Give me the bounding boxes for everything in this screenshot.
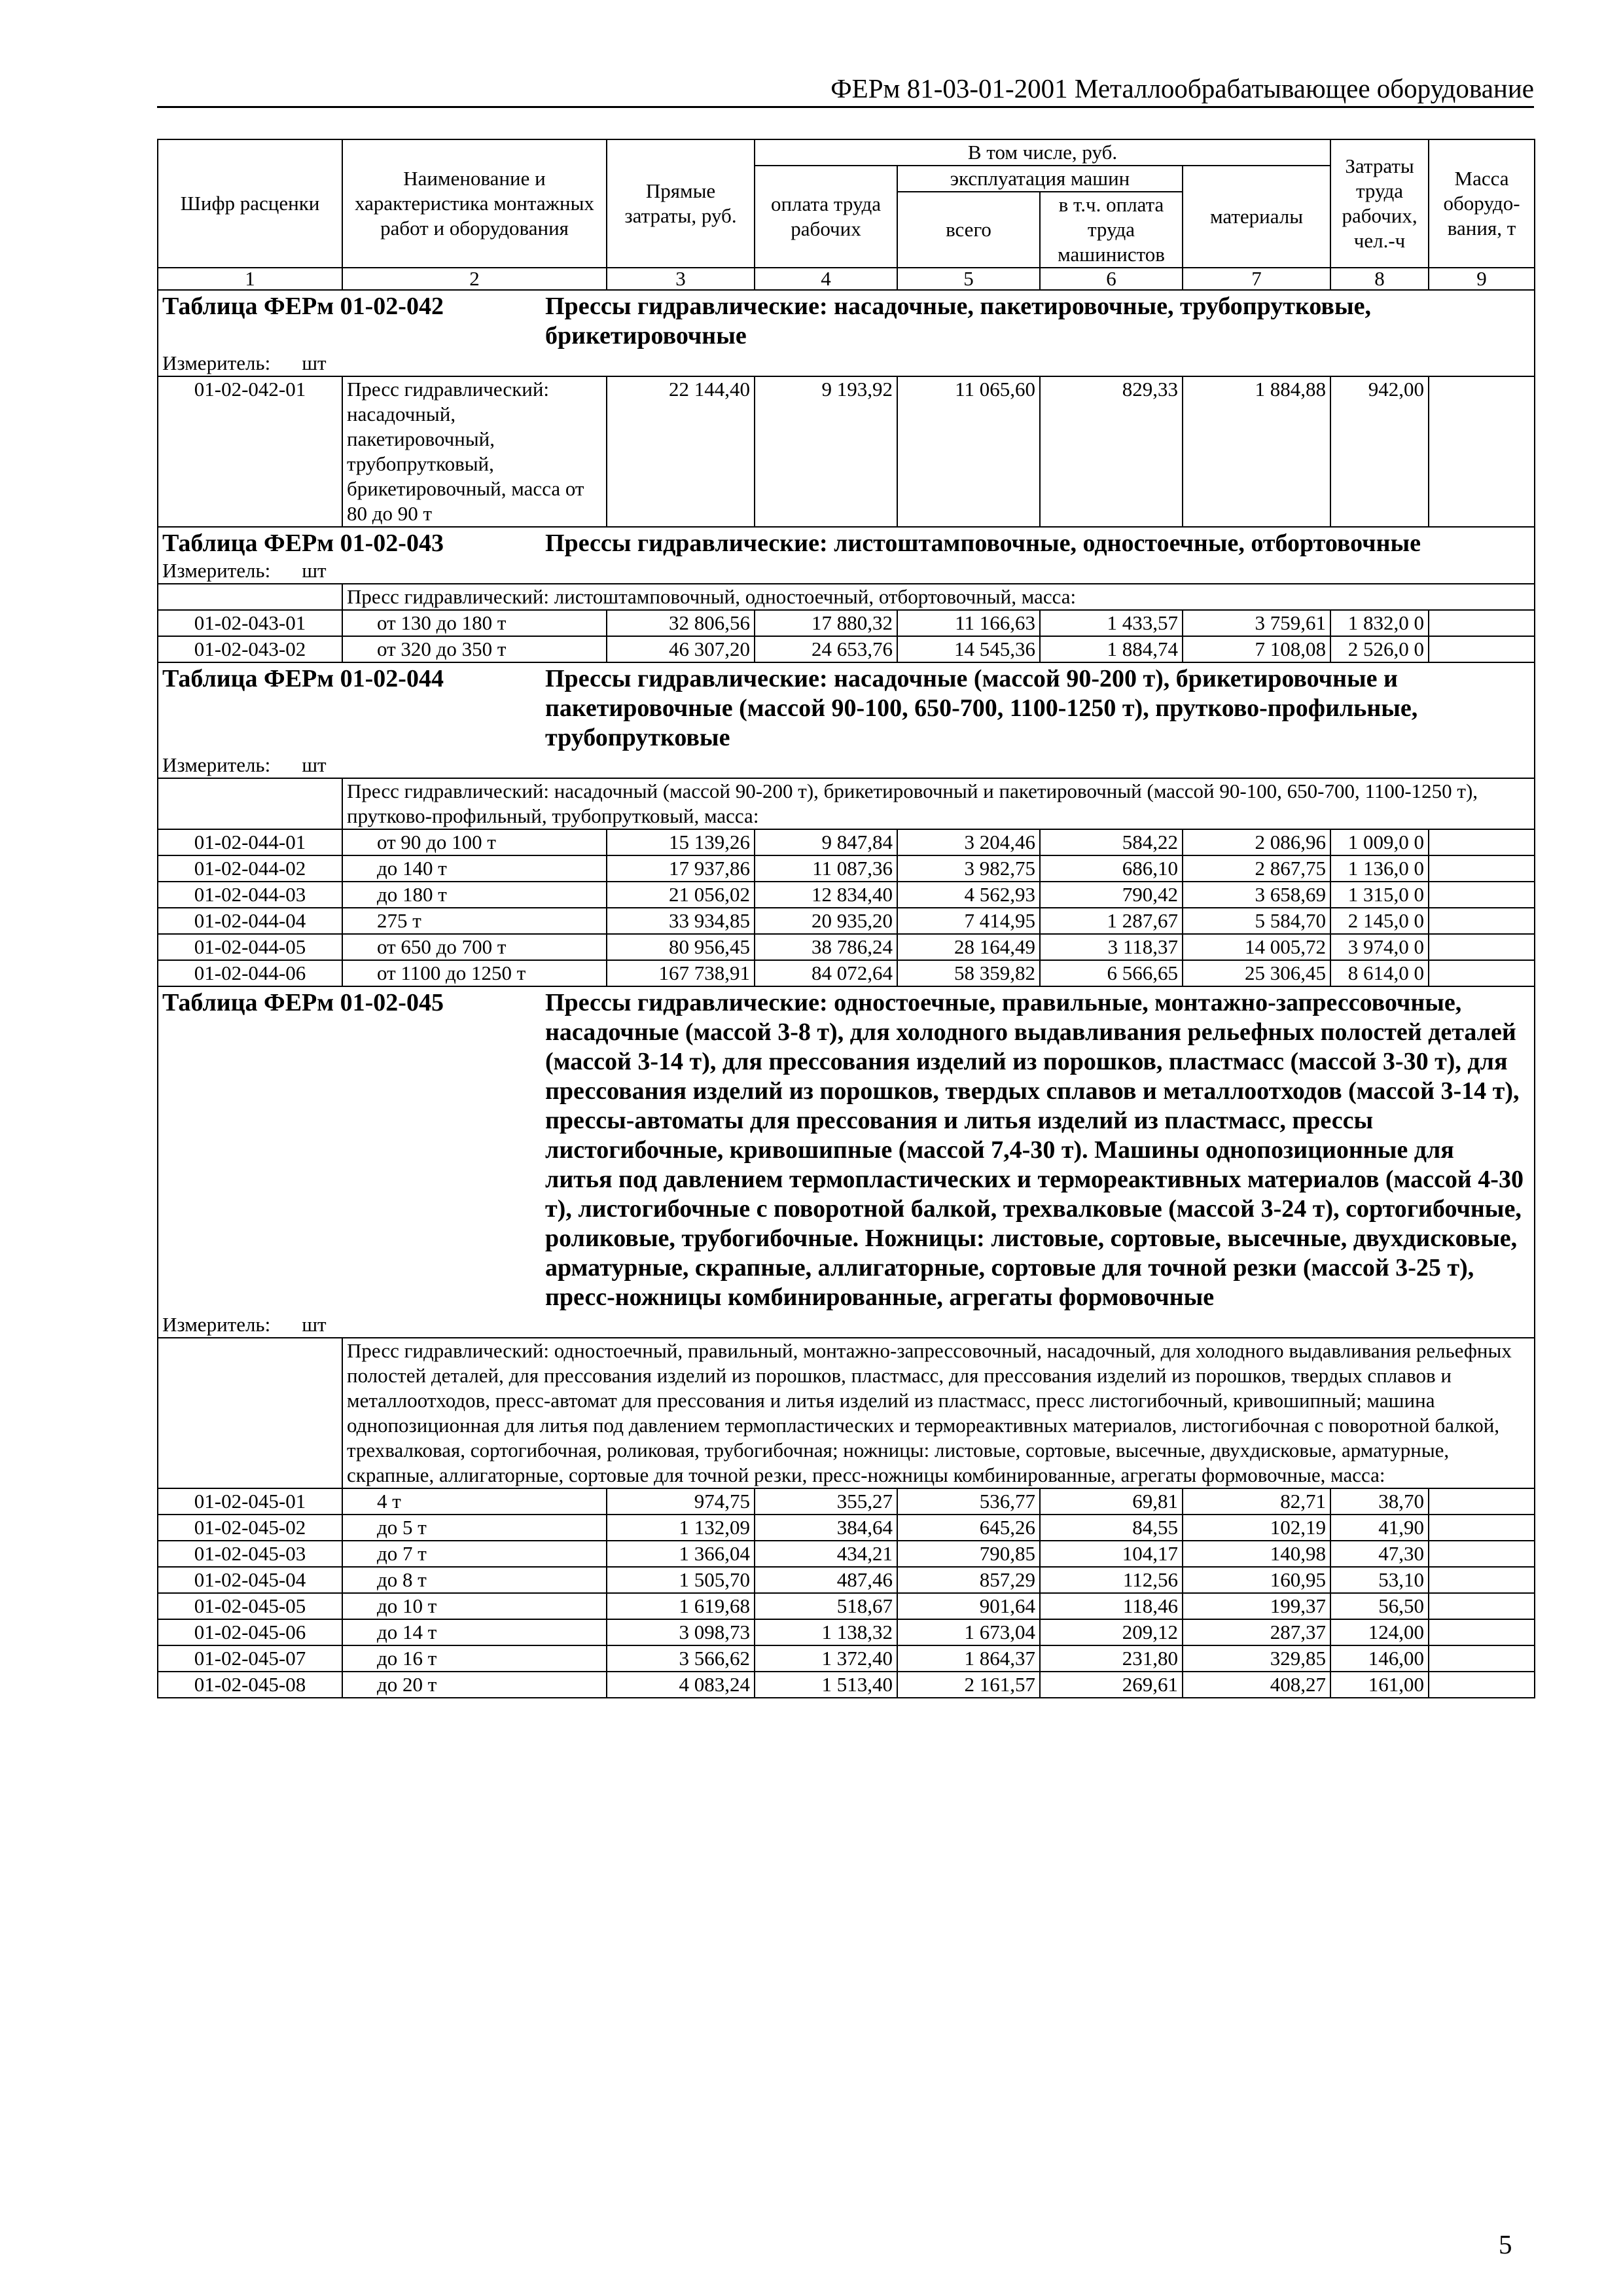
col-number: 7: [1183, 268, 1330, 290]
machinists-pay: 112,56: [1040, 1567, 1183, 1593]
col-number: 1: [158, 268, 342, 290]
rate-code: 01-02-044-05: [158, 934, 342, 960]
machinists-pay: 584,22: [1040, 829, 1183, 855]
col-materials: материалы: [1183, 166, 1330, 268]
work-name: до 20 т: [342, 1672, 607, 1698]
labor-hours: 124,00: [1330, 1619, 1429, 1645]
col-mass: Масса оборудо-вания, т: [1429, 139, 1535, 268]
col-machinists-pay: в т.ч. оплата труда машинистов: [1040, 192, 1183, 268]
col-direct: Прямые затраты, руб.: [607, 139, 755, 268]
direct-cost: 1 505,70: [607, 1567, 755, 1593]
direct-cost: 33 934,85: [607, 908, 755, 934]
rate-code: 01-02-045-07: [158, 1645, 342, 1672]
section-heading: [162, 291, 1530, 351]
section-table-number: Таблица ФЕРм 01-02-044: [162, 665, 444, 692]
table-row: [158, 882, 1535, 908]
table-row: [158, 1515, 1535, 1541]
labor-pay: 9 847,84: [755, 829, 897, 855]
rate-code: 01-02-042-01: [158, 376, 342, 527]
col-number: 4: [755, 268, 897, 290]
machines-total: 901,64: [897, 1593, 1040, 1619]
table-row: [158, 829, 1535, 855]
equipment-mass: [1429, 1672, 1535, 1698]
machines-total: 4 562,93: [897, 882, 1040, 908]
direct-cost: 167 738,91: [607, 960, 755, 986]
work-name: 4 т: [342, 1488, 607, 1515]
col-machines: эксплуатация машин: [897, 166, 1183, 192]
materials: 25 306,45: [1183, 960, 1330, 986]
direct-cost: 1 366,04: [607, 1541, 755, 1567]
col-name: Наименование и характеристика монтажных работ и оборудования: [342, 139, 607, 268]
section-title-row: [158, 527, 1535, 558]
labor-pay: 12 834,40: [755, 882, 897, 908]
labor-hours: 41,90: [1330, 1515, 1429, 1541]
materials: 408,27: [1183, 1672, 1330, 1698]
col-machines-total: всего: [897, 192, 1040, 268]
meter-row: [158, 351, 1535, 376]
rate-code: 01-02-045-06: [158, 1619, 342, 1645]
section-title-row: [158, 290, 1535, 351]
rate-code: 01-02-045-02: [158, 1515, 342, 1541]
machines-total: 645,26: [897, 1515, 1040, 1541]
equipment-mass: [1429, 376, 1535, 527]
table-row: [158, 610, 1535, 636]
machinists-pay: 84,55: [1040, 1515, 1183, 1541]
direct-cost: 15 139,26: [607, 829, 755, 855]
group-note: Пресс гидравлический: одностоечный, правильный, монтажно-запрессовочный, насадочный, для холодного выдавливания рельефных полостей деталей, для прессования изделий из порошков, пластмасс, для прессования изделий из порошков, твердых сплавов и металлоотходов, пресс-автомат для прессования и литья изделий из пластмасс, пресс листогибочный, кривошипный; машина однопозиционная для литья под давлением термопластических и термореактивных материалов, листогибочная с поворотной балкой, трехвалковая, сортогибочная, роликовая, трубогибочная; ножницы: листовые, сортовые, высечные, двухдисковые, арматурные, скрапные, аллигаторные, сортовые для точной резки, пресс-ножницы комбинированные, агрегаты формовочные, масса:: [342, 1338, 1535, 1488]
machines-total: 3 204,46: [897, 829, 1040, 855]
meter-unit: шт: [302, 559, 327, 582]
meter-label: Измеритель:: [162, 559, 271, 582]
direct-cost: 32 806,56: [607, 610, 755, 636]
meter-row: [158, 558, 1535, 584]
col-number: 5: [897, 268, 1040, 290]
machines-total: 7 414,95: [897, 908, 1040, 934]
labor-pay: 434,21: [755, 1541, 897, 1567]
direct-cost: 80 956,45: [607, 934, 755, 960]
labor-pay: 9 193,92: [755, 376, 897, 527]
labor-hours: 942,00: [1330, 376, 1429, 527]
labor-pay: 487,46: [755, 1567, 897, 1593]
labor-hours: 56,50: [1330, 1593, 1429, 1619]
table-row: [158, 376, 1535, 527]
rate-code: 01-02-044-04: [158, 908, 342, 934]
direct-cost: 1 619,68: [607, 1593, 755, 1619]
group-note: Пресс гидравлический: насадочный (массой 90-200 т), брикетировочный и пакетировочный (массой 90-100, 650-700, 1100-1250 т), прутково-профильный, трубопрутковый, масса:: [342, 778, 1535, 829]
machinists-pay: 790,42: [1040, 882, 1183, 908]
machines-total: 3 982,75: [897, 855, 1040, 882]
table-body: [158, 290, 1535, 1698]
equipment-mass: [1429, 1619, 1535, 1645]
table-row: [158, 1541, 1535, 1567]
direct-cost: 974,75: [607, 1488, 755, 1515]
machines-total: 857,29: [897, 1567, 1040, 1593]
equipment-mass: [1429, 908, 1535, 934]
labor-pay: 84 072,64: [755, 960, 897, 986]
work-name: до 180 т: [342, 882, 607, 908]
section-table-number: Таблица ФЕРм 01-02-045: [162, 989, 444, 1016]
labor-hours: 47,30: [1330, 1541, 1429, 1567]
machinists-pay: 1 884,74: [1040, 636, 1183, 662]
materials: 287,37: [1183, 1619, 1330, 1645]
machines-total: 1 864,37: [897, 1645, 1040, 1672]
section-table-number: Таблица ФЕРм 01-02-043: [162, 529, 444, 557]
labor-pay: 1 513,40: [755, 1672, 897, 1698]
rate-code: 01-02-045-08: [158, 1672, 342, 1698]
rate-code: 01-02-045-04: [158, 1567, 342, 1593]
machines-total: 536,77: [897, 1488, 1040, 1515]
materials: 329,85: [1183, 1645, 1330, 1672]
equipment-mass: [1429, 829, 1535, 855]
col-number: 9: [1429, 268, 1535, 290]
labor-pay: 20 935,20: [755, 908, 897, 934]
labor-hours: 1 136,0 0: [1330, 855, 1429, 882]
col-labor-pay: оплата труда рабочих: [755, 166, 897, 268]
machinists-pay: 269,61: [1040, 1672, 1183, 1698]
meter-unit: шт: [302, 1313, 327, 1336]
labor-hours: 8 614,0 0: [1330, 960, 1429, 986]
machines-total: 14 545,36: [897, 636, 1040, 662]
machinists-pay: 829,33: [1040, 376, 1183, 527]
col-number: 8: [1330, 268, 1429, 290]
section-title: Прессы гидравлические: насадочные (массой 90-200 т), брикетировочные и пакетировочные (массой 90-100, 650-700, 1100-1250 т), прутково-профильные, трубопрутковые: [545, 665, 1418, 751]
rate-code: 01-02-043-02: [158, 636, 342, 662]
rate-code: 01-02-044-06: [158, 960, 342, 986]
labor-hours: 38,70: [1330, 1488, 1429, 1515]
machines-total: 2 161,57: [897, 1672, 1040, 1698]
equipment-mass: [1429, 610, 1535, 636]
meter-label: Измеритель:: [162, 351, 271, 374]
section-title: Прессы гидравлические: листоштамповочные, одностоечные, отбортовочные: [545, 529, 1421, 557]
rate-code: 01-02-045-01: [158, 1488, 342, 1515]
table-row: [158, 855, 1535, 882]
work-name: от 90 до 100 т: [342, 829, 607, 855]
equipment-mass: [1429, 855, 1535, 882]
machinists-pay: 1 287,67: [1040, 908, 1183, 934]
materials: 3 658,69: [1183, 882, 1330, 908]
labor-hours: 2 526,0 0: [1330, 636, 1429, 662]
machines-total: 1 673,04: [897, 1619, 1040, 1645]
labor-hours: 146,00: [1330, 1645, 1429, 1672]
table-row: [158, 636, 1535, 662]
group-note-row: [158, 778, 1535, 829]
meter-row: [158, 753, 1535, 778]
direct-cost: 1 132,09: [607, 1515, 755, 1541]
work-name: до 5 т: [342, 1515, 607, 1541]
equipment-mass: [1429, 934, 1535, 960]
meter-label: Измеритель:: [162, 753, 271, 776]
materials: 82,71: [1183, 1488, 1330, 1515]
materials: 7 108,08: [1183, 636, 1330, 662]
machines-total: 58 359,82: [897, 960, 1040, 986]
table-row: [158, 1645, 1535, 1672]
machines-total: 28 164,49: [897, 934, 1040, 960]
materials: 2 086,96: [1183, 829, 1330, 855]
work-name: от 650 до 700 т: [342, 934, 607, 960]
section-title: Прессы гидравлические: насадочные, пакетировочные, трубопрутковые, брикетировочные: [545, 293, 1371, 350]
direct-cost: 21 056,02: [607, 882, 755, 908]
machinists-pay: 69,81: [1040, 1488, 1183, 1515]
machines-total: 11 065,60: [897, 376, 1040, 527]
labor-hours: 53,10: [1330, 1567, 1429, 1593]
meter-row: [158, 1312, 1535, 1338]
labor-hours: 1 315,0 0: [1330, 882, 1429, 908]
materials: 5 584,70: [1183, 908, 1330, 934]
labor-pay: 1 138,32: [755, 1619, 897, 1645]
work-name: до 14 т: [342, 1619, 607, 1645]
direct-cost: 46 307,20: [607, 636, 755, 662]
labor-pay: 355,27: [755, 1488, 897, 1515]
meter-label: Измеритель:: [162, 1313, 271, 1336]
work-name: от 1100 до 1250 т: [342, 960, 607, 986]
table-header: [158, 139, 1535, 290]
page-number: 5: [1499, 2229, 1512, 2259]
table-row: [158, 1619, 1535, 1645]
meter-unit: шт: [302, 753, 327, 776]
work-name: от 130 до 180 т: [342, 610, 607, 636]
section-title-row: [158, 986, 1535, 1312]
table-row: [158, 1672, 1535, 1698]
rate-code: 01-02-045-05: [158, 1593, 342, 1619]
rate-code: 01-02-043-01: [158, 610, 342, 636]
materials: 140,98: [1183, 1541, 1330, 1567]
group-note-row: [158, 1338, 1535, 1488]
labor-hours: 161,00: [1330, 1672, 1429, 1698]
machinists-pay: 104,17: [1040, 1541, 1183, 1567]
work-name: до 10 т: [342, 1593, 607, 1619]
labor-pay: 17 880,32: [755, 610, 897, 636]
section-heading: [162, 528, 1530, 558]
labor-pay: 24 653,76: [755, 636, 897, 662]
work-name: до 140 т: [342, 855, 607, 882]
machinists-pay: 209,12: [1040, 1619, 1183, 1645]
machinists-pay: 118,46: [1040, 1593, 1183, 1619]
equipment-mass: [1429, 882, 1535, 908]
table-row: [158, 934, 1535, 960]
labor-pay: 11 087,36: [755, 855, 897, 882]
labor-pay: 384,64: [755, 1515, 897, 1541]
machinists-pay: 231,80: [1040, 1645, 1183, 1672]
col-number: 2: [342, 268, 607, 290]
norm-table: [157, 139, 1535, 1698]
materials: 2 867,75: [1183, 855, 1330, 882]
rate-code: 01-02-044-01: [158, 829, 342, 855]
meter-unit: шт: [302, 351, 327, 374]
machinists-pay: 3 118,37: [1040, 934, 1183, 960]
work-name: до 7 т: [342, 1541, 607, 1567]
direct-cost: 4 083,24: [607, 1672, 755, 1698]
direct-cost: 17 937,86: [607, 855, 755, 882]
section-title-row: [158, 662, 1535, 753]
direct-cost: 3 098,73: [607, 1619, 755, 1645]
group-note: Пресс гидравлический: листоштамповочный, одностоечный, отбортовочный, масса:: [342, 584, 1535, 610]
machinists-pay: 1 433,57: [1040, 610, 1183, 636]
equipment-mass: [1429, 1541, 1535, 1567]
equipment-mass: [1429, 1593, 1535, 1619]
work-name: от 320 до 350 т: [342, 636, 607, 662]
table-row: [158, 1488, 1535, 1515]
work-name: Пресс гидравлический: насадочный, пакетировочный, трубопрутковый, брикетировочный, масса от 80 до 90 т: [342, 376, 607, 527]
table-row: [158, 1593, 1535, 1619]
rate-code: 01-02-044-03: [158, 882, 342, 908]
table-row: [158, 908, 1535, 934]
materials: 1 884,88: [1183, 376, 1330, 527]
labor-pay: 38 786,24: [755, 934, 897, 960]
materials: 199,37: [1183, 1593, 1330, 1619]
materials: 14 005,72: [1183, 934, 1330, 960]
rate-code: 01-02-044-02: [158, 855, 342, 882]
group-note-row: [158, 584, 1535, 610]
col-labor-hours: Затраты труда рабочих, чел.-ч: [1330, 139, 1429, 268]
work-name: 275 т: [342, 908, 607, 934]
labor-hours: 2 145,0 0: [1330, 908, 1429, 934]
equipment-mass: [1429, 636, 1535, 662]
labor-pay: 518,67: [755, 1593, 897, 1619]
rate-code: 01-02-045-03: [158, 1541, 342, 1567]
table-row: [158, 960, 1535, 986]
equipment-mass: [1429, 1515, 1535, 1541]
labor-pay: 1 372,40: [755, 1645, 897, 1672]
equipment-mass: [1429, 1645, 1535, 1672]
machinists-pay: 6 566,65: [1040, 960, 1183, 986]
direct-cost: 3 566,62: [607, 1645, 755, 1672]
section-heading: [162, 987, 1530, 1312]
equipment-mass: [1429, 1488, 1535, 1515]
direct-cost: 22 144,40: [607, 376, 755, 527]
section-table-number: Таблица ФЕРм 01-02-042: [162, 293, 444, 320]
materials: 160,95: [1183, 1567, 1330, 1593]
section-title: Прессы гидравлические: одностоечные, правильные, монтажно-запрессовочные, насадочные (массой 3-8 т), для холодного выдавливания рельефных полостей деталей (массой 3-14 т), для прессования изделий из порошков, пластмасс (массой 3-30 т), для прессования изделий из порошков, твердых сплавов и металлоотходов (массой 3-14 т), прессы-автоматы для прессования и литья изделий из пластмасс, прессы листогибочные, кривошипные (массой 7,4-30 т). Машины однопозиционные для литья под давлением термопластических и термореактивных материалов (массой 4-30 т), листогибочные с поворотной балкой, трехвалковые (массой 3-24 т), сортогибочные, роликовые, трубогибочные. Ножницы: листовые, сортовые, высечные, двухдисковые, арматурные, скрапные, аллигаторные, сортовые для точной резки (массой 3-25 т), пресс-ножницы комбинированные, агрегаты формовочные: [545, 989, 1524, 1311]
work-name: до 16 т: [342, 1645, 607, 1672]
labor-hours: 1 832,0 0: [1330, 610, 1429, 636]
col-incl: В том числе, руб.: [755, 139, 1330, 166]
materials: 3 759,61: [1183, 610, 1330, 636]
col-code: Шифр расценки: [158, 139, 342, 268]
col-number: 6: [1040, 268, 1183, 290]
equipment-mass: [1429, 1567, 1535, 1593]
section-heading: [162, 663, 1530, 753]
materials: 102,19: [1183, 1515, 1330, 1541]
labor-hours: 1 009,0 0: [1330, 829, 1429, 855]
machines-total: 790,85: [897, 1541, 1040, 1567]
machines-total: 11 166,63: [897, 610, 1040, 636]
col-number: 3: [607, 268, 755, 290]
work-name: до 8 т: [342, 1567, 607, 1593]
equipment-mass: [1429, 960, 1535, 986]
machinists-pay: 686,10: [1040, 855, 1183, 882]
page-header: ФЕРм 81-03-01-2001 Металлообрабатывающее оборудование: [157, 72, 1534, 108]
labor-hours: 3 974,0 0: [1330, 934, 1429, 960]
table-row: [158, 1567, 1535, 1593]
